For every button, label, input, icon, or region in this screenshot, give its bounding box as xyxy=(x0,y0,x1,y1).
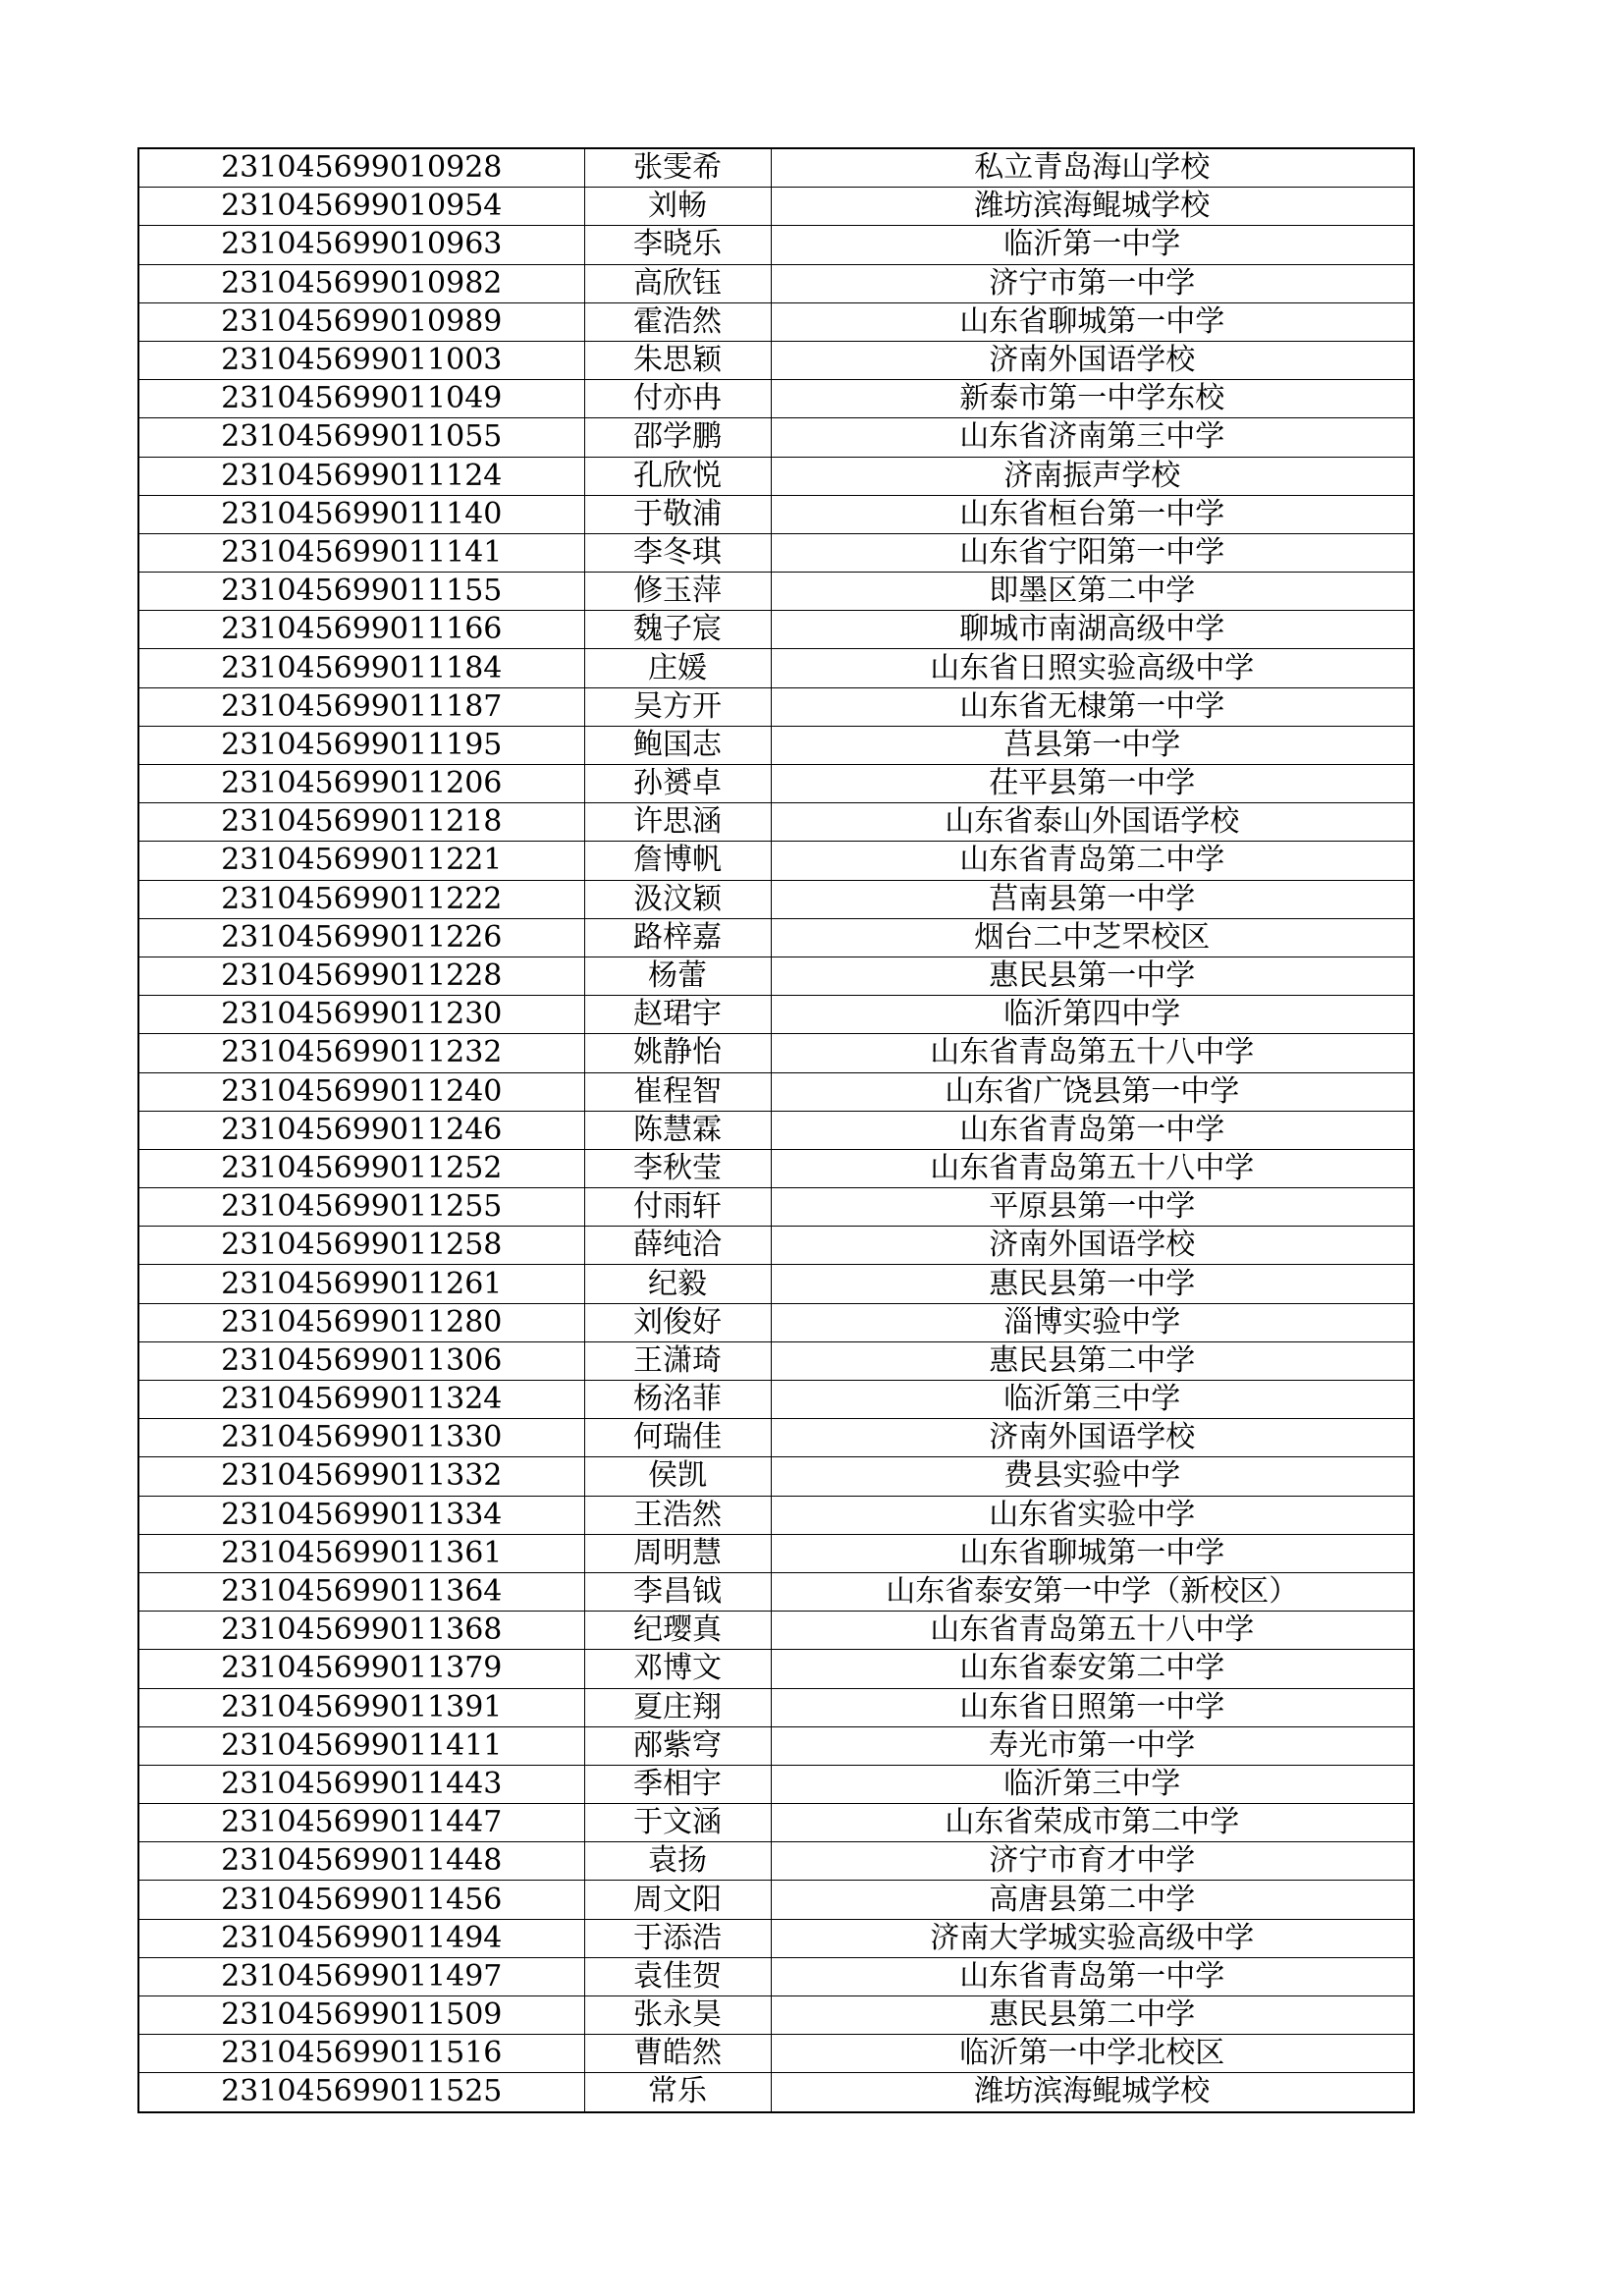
school-name-cell: 私立青岛海山学校 xyxy=(771,148,1414,188)
exam-id-cell: 231045699011228 xyxy=(138,957,584,995)
student-name-cell: 付亦冉 xyxy=(584,380,771,418)
exam-id-cell: 231045699011258 xyxy=(138,1227,584,1265)
school-name-cell: 山东省荣成市第二中学 xyxy=(771,1804,1414,1842)
student-name-cell: 于添浩 xyxy=(584,1919,771,1957)
exam-id-cell: 231045699011252 xyxy=(138,1149,584,1187)
school-name-cell: 淄博实验中学 xyxy=(771,1303,1414,1341)
table-row xyxy=(138,1612,1414,1650)
school-name-cell: 寿光市第一中学 xyxy=(771,1726,1414,1765)
student-name-cell: 路梓嘉 xyxy=(584,918,771,957)
student-name-cell: 王浩然 xyxy=(584,1496,771,1534)
table-row xyxy=(138,996,1414,1034)
table-row xyxy=(138,1996,1414,2035)
exam-id-cell: 231045699011230 xyxy=(138,996,584,1034)
student-name-cell: 汲汶颖 xyxy=(584,880,771,918)
school-name-cell: 山东省青岛第五十八中学 xyxy=(771,1034,1414,1072)
student-name-cell: 袁扬 xyxy=(584,1842,771,1881)
student-name-cell: 邴紫穹 xyxy=(584,1726,771,1765)
student-name-cell: 杨蕾 xyxy=(584,957,771,995)
student-name-cell: 纪璎真 xyxy=(584,1612,771,1650)
school-name-cell: 潍坊滨海鲲城学校 xyxy=(771,2073,1414,2112)
table-row xyxy=(138,1149,1414,1187)
exam-id-cell: 231045699011187 xyxy=(138,687,584,726)
table-row xyxy=(138,726,1414,764)
table-row xyxy=(138,842,1414,880)
table-row xyxy=(138,765,1414,803)
exam-id-cell: 231045699011448 xyxy=(138,1842,584,1881)
exam-id-cell: 231045699011497 xyxy=(138,1957,584,1995)
school-name-cell: 惠民县第一中学 xyxy=(771,957,1414,995)
table-row xyxy=(138,302,1414,341)
school-name-cell: 平原县第一中学 xyxy=(771,1188,1414,1227)
student-name-cell: 常乐 xyxy=(584,2073,771,2112)
school-name-cell: 济宁市第一中学 xyxy=(771,264,1414,302)
school-name-cell: 山东省济南第三中学 xyxy=(771,418,1414,457)
school-name-cell: 潍坊滨海鲲城学校 xyxy=(771,188,1414,226)
school-name-cell: 聊城市南湖高级中学 xyxy=(771,611,1414,649)
exam-id-cell: 231045699011361 xyxy=(138,1534,584,1572)
table-row xyxy=(138,1726,1414,1765)
student-name-cell: 袁佳贺 xyxy=(584,1957,771,1995)
exam-id-cell: 231045699011184 xyxy=(138,649,584,687)
exam-id-cell: 231045699011330 xyxy=(138,1419,584,1457)
exam-id-cell: 231045699010982 xyxy=(138,264,584,302)
school-name-cell: 即墨区第二中学 xyxy=(771,573,1414,611)
table-row xyxy=(138,1842,1414,1881)
table-row xyxy=(138,1303,1414,1341)
school-name-cell: 山东省青岛第一中学 xyxy=(771,1111,1414,1149)
exam-id-cell: 231045699011306 xyxy=(138,1341,584,1380)
exam-id-cell: 231045699011218 xyxy=(138,803,584,842)
student-name-cell: 季相宇 xyxy=(584,1765,771,1803)
school-name-cell: 临沂第一中学 xyxy=(771,226,1414,264)
exam-id-cell: 231045699010954 xyxy=(138,188,584,226)
student-name-cell: 陈慧霖 xyxy=(584,1111,771,1149)
exam-id-cell: 231045699011261 xyxy=(138,1265,584,1303)
exam-id-cell: 231045699011324 xyxy=(138,1381,584,1419)
school-name-cell: 高唐县第二中学 xyxy=(771,1881,1414,1919)
exam-id-cell: 231045699011222 xyxy=(138,880,584,918)
student-name-cell: 魏子宸 xyxy=(584,611,771,649)
school-name-cell: 济宁市育才中学 xyxy=(771,1842,1414,1881)
student-name-cell: 夏庄翔 xyxy=(584,1688,771,1726)
exam-id-cell: 231045699011334 xyxy=(138,1496,584,1534)
school-name-cell: 山东省青岛第一中学 xyxy=(771,1957,1414,1995)
exam-id-cell: 231045699011155 xyxy=(138,573,584,611)
school-name-cell: 济南大学城实验高级中学 xyxy=(771,1919,1414,1957)
student-name-cell: 霍浩然 xyxy=(584,302,771,341)
school-name-cell: 山东省青岛第五十八中学 xyxy=(771,1149,1414,1187)
table-row xyxy=(138,803,1414,842)
table-row xyxy=(138,1188,1414,1227)
exam-id-cell: 231045699011368 xyxy=(138,1612,584,1650)
student-name-cell: 李晓乐 xyxy=(584,226,771,264)
table-row xyxy=(138,573,1414,611)
exam-id-cell: 231045699011124 xyxy=(138,457,584,495)
school-name-cell: 山东省宁阳第一中学 xyxy=(771,533,1414,572)
table-row xyxy=(138,1034,1414,1072)
student-name-cell: 邵学鹏 xyxy=(584,418,771,457)
student-name-cell: 邓博文 xyxy=(584,1650,771,1688)
exam-id-cell: 231045699011055 xyxy=(138,418,584,457)
exam-id-cell: 231045699011391 xyxy=(138,1688,584,1726)
student-name-cell: 孔欣悦 xyxy=(584,457,771,495)
student-name-cell: 高欣钰 xyxy=(584,264,771,302)
table-row xyxy=(138,1688,1414,1726)
school-name-cell: 惠民县第二中学 xyxy=(771,1341,1414,1380)
student-name-cell: 于文涵 xyxy=(584,1804,771,1842)
exam-id-cell: 231045699011221 xyxy=(138,842,584,880)
student-name-cell: 许思涵 xyxy=(584,803,771,842)
table-row xyxy=(138,341,1414,379)
table-row xyxy=(138,148,1414,188)
exam-id-cell: 231045699011232 xyxy=(138,1034,584,1072)
student-name-cell: 侯凯 xyxy=(584,1457,771,1496)
student-name-cell: 姚静怡 xyxy=(584,1034,771,1072)
table-row xyxy=(138,1111,1414,1149)
school-name-cell: 山东省桓台第一中学 xyxy=(771,495,1414,533)
school-name-cell: 济南振声学校 xyxy=(771,457,1414,495)
table-row xyxy=(138,457,1414,495)
school-name-cell: 茌平县第一中学 xyxy=(771,765,1414,803)
exam-id-cell: 231045699010963 xyxy=(138,226,584,264)
table-row xyxy=(138,1265,1414,1303)
table-row xyxy=(138,495,1414,533)
school-name-cell: 山东省实验中学 xyxy=(771,1496,1414,1534)
student-name-cell: 刘俊好 xyxy=(584,1303,771,1341)
school-name-cell: 济南外国语学校 xyxy=(771,1227,1414,1265)
roster-body xyxy=(138,148,1414,2112)
school-name-cell: 莒县第一中学 xyxy=(771,726,1414,764)
exam-id-cell: 231045699011280 xyxy=(138,1303,584,1341)
student-name-cell: 修玉萍 xyxy=(584,573,771,611)
exam-id-cell: 231045699011509 xyxy=(138,1996,584,2035)
exam-id-cell: 231045699011411 xyxy=(138,1726,584,1765)
table-row xyxy=(138,1341,1414,1380)
table-row xyxy=(138,1919,1414,1957)
exam-id-cell: 231045699011206 xyxy=(138,765,584,803)
table-row xyxy=(138,1457,1414,1496)
student-name-cell: 鲍国志 xyxy=(584,726,771,764)
table-row xyxy=(138,264,1414,302)
student-name-cell: 崔程智 xyxy=(584,1072,771,1111)
school-name-cell: 山东省聊城第一中学 xyxy=(771,1534,1414,1572)
student-name-cell: 曹皓然 xyxy=(584,2035,771,2073)
exam-id-cell: 231045699011226 xyxy=(138,918,584,957)
student-name-cell: 吴方开 xyxy=(584,687,771,726)
table-row xyxy=(138,649,1414,687)
exam-id-cell: 231045699011003 xyxy=(138,341,584,379)
table-row xyxy=(138,2035,1414,2073)
table-row xyxy=(138,1804,1414,1842)
roster-table xyxy=(137,147,1415,2113)
school-name-cell: 山东省广饶县第一中学 xyxy=(771,1072,1414,1111)
school-name-cell: 山东省青岛第五十八中学 xyxy=(771,1612,1414,1650)
table-row xyxy=(138,687,1414,726)
table-row xyxy=(138,418,1414,457)
student-name-cell: 李昌钺 xyxy=(584,1572,771,1611)
student-name-cell: 朱思颖 xyxy=(584,341,771,379)
table-row xyxy=(138,1419,1414,1457)
school-name-cell: 山东省日照第一中学 xyxy=(771,1688,1414,1726)
table-row xyxy=(138,1534,1414,1572)
school-name-cell: 临沂第一中学北校区 xyxy=(771,2035,1414,2073)
student-name-cell: 周文阳 xyxy=(584,1881,771,1919)
student-name-cell: 纪毅 xyxy=(584,1265,771,1303)
exam-id-cell: 231045699011141 xyxy=(138,533,584,572)
table-row xyxy=(138,1765,1414,1803)
student-name-cell: 庄媛 xyxy=(584,649,771,687)
exam-id-cell: 231045699011447 xyxy=(138,1804,584,1842)
student-name-cell: 詹博帆 xyxy=(584,842,771,880)
table-row xyxy=(138,918,1414,957)
exam-id-cell: 231045699011332 xyxy=(138,1457,584,1496)
exam-id-cell: 231045699011240 xyxy=(138,1072,584,1111)
school-name-cell: 济南外国语学校 xyxy=(771,1419,1414,1457)
exam-id-cell: 231045699011195 xyxy=(138,726,584,764)
school-name-cell: 惠民县第二中学 xyxy=(771,1996,1414,2035)
table-row xyxy=(138,188,1414,226)
exam-id-cell: 231045699011166 xyxy=(138,611,584,649)
table-row xyxy=(138,533,1414,572)
student-name-cell: 付雨轩 xyxy=(584,1188,771,1227)
table-row xyxy=(138,957,1414,995)
table-row xyxy=(138,1957,1414,1995)
school-name-cell: 山东省泰山外国语学校 xyxy=(771,803,1414,842)
school-name-cell: 惠民县第一中学 xyxy=(771,1265,1414,1303)
table-row xyxy=(138,1381,1414,1419)
school-name-cell: 烟台二中芝罘校区 xyxy=(771,918,1414,957)
student-name-cell: 于敬浦 xyxy=(584,495,771,533)
school-name-cell: 临沂第四中学 xyxy=(771,996,1414,1034)
school-name-cell: 临沂第三中学 xyxy=(771,1381,1414,1419)
student-name-cell: 张雯希 xyxy=(584,148,771,188)
school-name-cell: 山东省聊城第一中学 xyxy=(771,302,1414,341)
exam-id-cell: 231045699010928 xyxy=(138,148,584,188)
student-name-cell: 李秋莹 xyxy=(584,1149,771,1187)
exam-id-cell: 231045699011443 xyxy=(138,1765,584,1803)
school-name-cell: 山东省青岛第二中学 xyxy=(771,842,1414,880)
school-name-cell: 山东省无棣第一中学 xyxy=(771,687,1414,726)
exam-id-cell: 231045699010989 xyxy=(138,302,584,341)
exam-id-cell: 231045699011246 xyxy=(138,1111,584,1149)
school-name-cell: 山东省日照实验高级中学 xyxy=(771,649,1414,687)
school-name-cell: 山东省泰安第一中学（新校区） xyxy=(771,1572,1414,1611)
table-row xyxy=(138,1881,1414,1919)
student-name-cell: 周明慧 xyxy=(584,1534,771,1572)
exam-id-cell: 231045699011140 xyxy=(138,495,584,533)
student-name-cell: 张永昊 xyxy=(584,1996,771,2035)
exam-id-cell: 231045699011494 xyxy=(138,1919,584,1957)
school-name-cell: 山东省泰安第二中学 xyxy=(771,1650,1414,1688)
student-name-cell: 孙赟卓 xyxy=(584,765,771,803)
student-name-cell: 赵珺宇 xyxy=(584,996,771,1034)
school-name-cell: 莒南县第一中学 xyxy=(771,880,1414,918)
table-row xyxy=(138,1496,1414,1534)
table-row xyxy=(138,1072,1414,1111)
student-name-cell: 王潇琦 xyxy=(584,1341,771,1380)
school-name-cell: 济南外国语学校 xyxy=(771,341,1414,379)
table-row xyxy=(138,1572,1414,1611)
table-row xyxy=(138,1650,1414,1688)
table-row xyxy=(138,611,1414,649)
exam-id-cell: 231045699011364 xyxy=(138,1572,584,1611)
student-name-cell: 薛纯洽 xyxy=(584,1227,771,1265)
student-name-cell: 李冬琪 xyxy=(584,533,771,572)
student-name-cell: 刘畅 xyxy=(584,188,771,226)
school-name-cell: 新泰市第一中学东校 xyxy=(771,380,1414,418)
exam-id-cell: 231045699011516 xyxy=(138,2035,584,2073)
table-row xyxy=(138,2073,1414,2112)
student-name-cell: 何瑞佳 xyxy=(584,1419,771,1457)
exam-id-cell: 231045699011525 xyxy=(138,2073,584,2112)
table-row xyxy=(138,380,1414,418)
school-name-cell: 临沂第三中学 xyxy=(771,1765,1414,1803)
student-name-cell: 杨洺菲 xyxy=(584,1381,771,1419)
exam-id-cell: 231045699011255 xyxy=(138,1188,584,1227)
exam-id-cell: 231045699011456 xyxy=(138,1881,584,1919)
table-row xyxy=(138,226,1414,264)
table-row xyxy=(138,880,1414,918)
school-name-cell: 费县实验中学 xyxy=(771,1457,1414,1496)
table-row xyxy=(138,1227,1414,1265)
exam-id-cell: 231045699011049 xyxy=(138,380,584,418)
exam-id-cell: 231045699011379 xyxy=(138,1650,584,1688)
